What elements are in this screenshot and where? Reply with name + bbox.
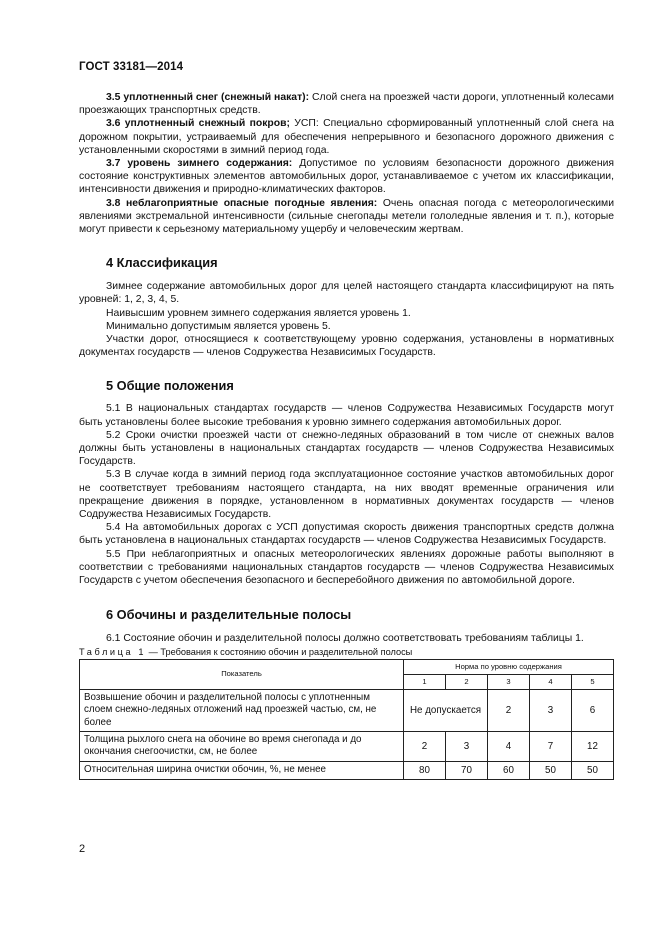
term-definition: Слой снега на проезжей части дороги, уплотненный колесами проезжающих транспортных средств. [79, 92, 614, 117]
requirements-table [79, 659, 614, 780]
value-cell: 7 [530, 731, 572, 761]
section-6-paragraph: 6.1 Состояние обочин и разделительной полосы должно соответствовать требованиям таблицы 1. [106, 633, 584, 645]
table-caption-text: — Требования к состоянию обочин и разделительной полосы [146, 646, 413, 657]
value-cell: 12 [572, 731, 614, 761]
value-cell: 70 [446, 761, 488, 779]
value-cell: 2 [404, 731, 446, 761]
indicator-cell: Относительная ширина очистки обочин, %, не менее [80, 761, 404, 779]
term-definition: Очень опасная погода с метеорологическими явлениями экстремальной интенсивности (сильные снегопады метели гололедные явления и т. п.), которые могут привести к серьезному материальному ущербу и человеческим жертвам. [79, 197, 614, 236]
value-cell: 4 [488, 731, 530, 761]
value-cell: 3 [446, 731, 488, 761]
term-3-8 [79, 197, 614, 237]
indicator-cell: Толщина рыхлого снега на обочине во время снегопада и до окончания снегоочистки, см, не более [80, 731, 404, 761]
page-number: 2 [79, 843, 86, 855]
term-3-5 [79, 91, 614, 117]
table-caption [79, 646, 614, 659]
value-cell: 80 [404, 761, 446, 779]
document-code-header: ГОСТ 33181—2014 [79, 61, 184, 73]
term-title: 3.5 уплотненный снег (снежный накат): [106, 92, 310, 103]
term-title: 3.6 уплотненный снежный покров; [106, 118, 290, 130]
table-row [80, 731, 614, 761]
value-cell: 6 [572, 689, 614, 731]
section-4-paragraph: Наивысшим уровнем зимнего содержания является уровень 1. [106, 307, 411, 319]
term-definition: Допустимое по условиям безопасности дорожного движения состояние конструктивных элементов автомобильных дорог, устанавливаемое с учетом их классификации, интенсивности движения и природно-климатических факторов. [79, 158, 614, 196]
section-5-paragraph: 5.5 При неблагоприятных и опасных метеорологических явлениях дорожные работы выполняют в соответствии с требованиями национальных стандартов государств — членов Содружества Независимых Государств с учетом обеспечения безопасного и бесперебойного движения по автомобильной дороге. [79, 548, 614, 587]
term-3-7 [79, 157, 614, 197]
indicator-cell: Возвышение обочин и разделительной полосы с уплотненным слоем снежно-ледяных отложений над проезжей частью, см, не более [80, 689, 404, 731]
table-caption-label: Таблица 1 [79, 646, 147, 657]
value-cell: Не допускается [404, 689, 488, 731]
page-content [79, 91, 614, 780]
term-3-6 [79, 117, 614, 157]
level-header: 1 [404, 674, 446, 689]
level-header: 2 [446, 674, 488, 689]
value-cell: 50 [530, 761, 572, 779]
term-title: 3.7 уровень зимнего содержания: [106, 158, 293, 170]
section-5-paragraph: 5.4 На автомобильных дорогах с УСП допустимая скорость движения транспортных средств должна быть установлена в национальных стандартах государств — членов Содружества Независимых Государств. [79, 522, 614, 547]
term-definition: УСП: Специально сформированный уплотненный слой снега на дорожном покрытии, устраиваемый для обеспечения непрерывного и безопасного дорожного движения с установленными скоростями в зимний период года. [79, 118, 614, 156]
level-header: 3 [488, 674, 530, 689]
level-header: 4 [530, 674, 572, 689]
section-5-heading: 5 Общие положения [106, 378, 234, 394]
value-cell: 60 [488, 761, 530, 779]
value-cell: 3 [530, 689, 572, 731]
table-row [80, 689, 614, 731]
level-group-header: Норма по уровню содержания [404, 659, 614, 674]
section-4-paragraph: Минимально допустимым является уровень 5. [106, 320, 331, 332]
indicator-column-header: Показатель [80, 659, 404, 689]
term-title: 3.8 неблагоприятные опасные погодные явления: [106, 197, 378, 209]
section-6-heading: 6 Обочины и разделительные полосы [106, 607, 352, 623]
section-5-paragraph: 5.1 В национальных стандартах государств — членов Содружества Независимых Государств могут быть установлены более высокие требования к уровню зимнего содержания автомобильных дорог. [79, 403, 614, 428]
section-4-paragraph: Участки дорог, относящиеся к соответствующему уровню содержания, установлены в нормативных документах государств — членов Содружества Независимых Государств. [79, 334, 614, 359]
level-header: 5 [572, 674, 614, 689]
table-row [80, 761, 614, 779]
section-4-paragraph: Зимнее содержание автомобильных дорог для целей настоящего стандарта классифицируют на пять уровней: 1, 2, 3, 4, 5. [79, 281, 614, 306]
section-5-paragraph: 5.3 В случае когда в зимний период года эксплуатационное состояние участков автомобильных дорог не соответствует требованиям настоящего стандарта, на них вводят временные ограничения или прекращение движения в порядке, установленном в нормативных документах государств — членов Содружества Независимых Государств. [79, 469, 614, 521]
section-4-heading: 4 Классификация [106, 255, 218, 271]
table-header-row [80, 659, 614, 674]
section-5-paragraph: 5.2 Сроки очистки проезжей части от снежно-ледяных образований в том числе от снежных валов должны быть установлены в национальных стандартах государств — членов Содружества Независимых Государств. [79, 429, 614, 468]
value-cell: 50 [572, 761, 614, 779]
value-cell: 2 [488, 689, 530, 731]
